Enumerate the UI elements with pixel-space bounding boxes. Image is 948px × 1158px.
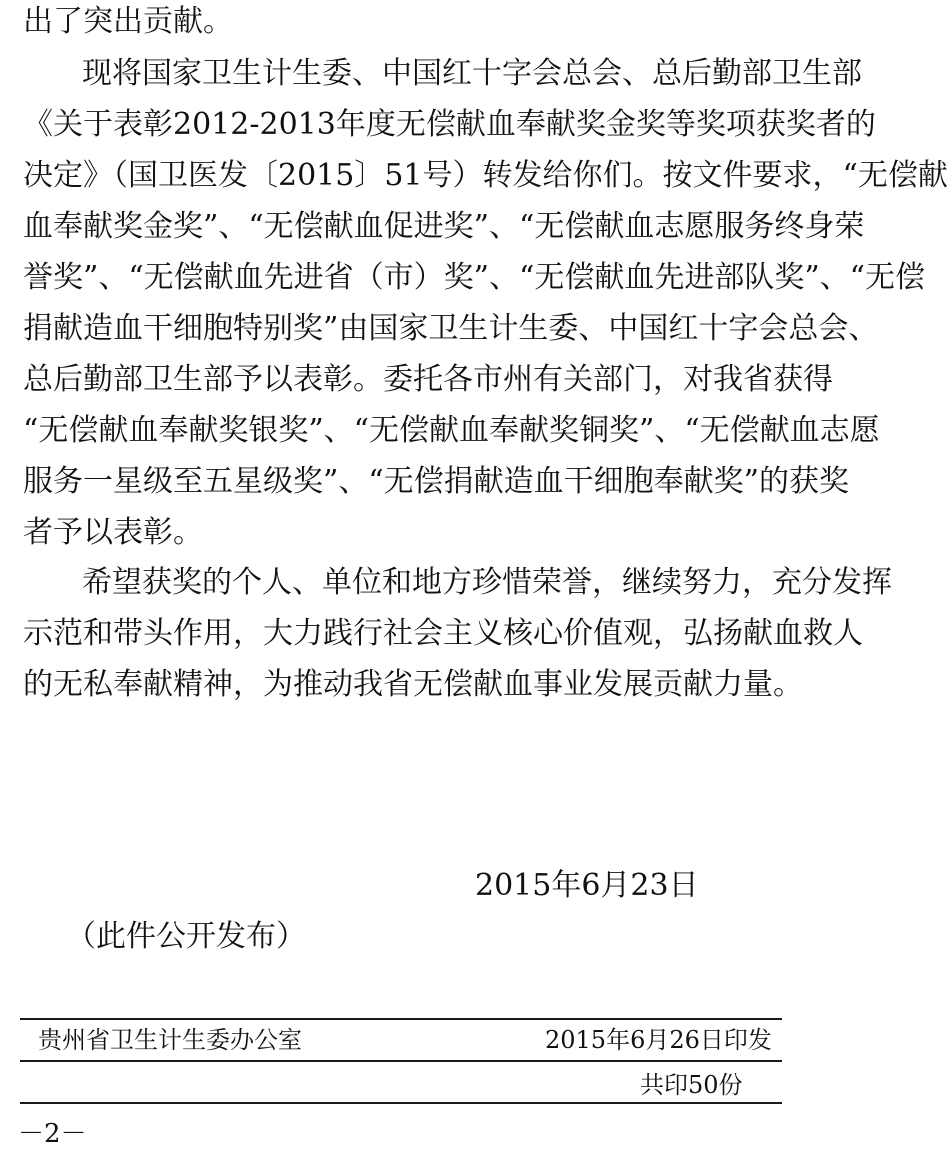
body-line: 出了突出贡献。	[23, 4, 233, 39]
footer-top-rule	[20, 1018, 782, 1020]
page-number: －2－	[18, 1119, 87, 1149]
footer-print-date: 2015年6月26日印发	[545, 1026, 772, 1054]
body-line: 捐献造血干细胞特别奖”由国家卫生计生委、中国红十字会总会、	[23, 311, 879, 346]
body-line: 者予以表彰。	[23, 515, 203, 550]
footer-issuer: 贵州省卫生计生委办公室	[38, 1026, 302, 1054]
body-line: 血奉献奖金奖”、“无偿献血促进奖”、“无偿献血志愿服务终身荣	[23, 209, 865, 244]
body-line: 决定》（国卫医发〔2015〕51号）转发给你们。按文件要求，“无偿献	[23, 158, 948, 193]
footer-middle-rule	[20, 1060, 782, 1062]
body-line: 《关于表彰2012-2013年度无偿献血奉献奖金奖等奖项获奖者的	[23, 107, 876, 142]
body-line: 现将国家卫生计生委、中国红十字会总会、总后勤部卫生部	[82, 56, 862, 91]
footer-bottom-rule	[20, 1102, 782, 1104]
signature-date: 2015年6月23日	[475, 868, 699, 903]
body-line: 希望获奖的个人、单位和地方珍惜荣誉，继续努力，充分发挥	[82, 565, 892, 600]
body-line: 服务一星级至五星级奖”、“无偿捐献造血干细胞奉献奖”的获奖	[23, 464, 850, 499]
publication-note: （此件公开发布）	[66, 919, 306, 954]
footer-copies: 共印50份	[640, 1071, 743, 1099]
body-line: 的无私奉献精神，为推动我省无偿献血事业发展贡献力量。	[23, 667, 803, 702]
body-line: 示范和带头作用，大力践行社会主义核心价值观，弘扬献血救人	[23, 616, 863, 651]
body-line: “无偿献血奉献奖银奖”、“无偿献血奉献奖铜奖”、“无偿献血志愿	[23, 413, 880, 448]
body-line: 总后勤部卫生部予以表彰。委托各市州有关部门，对我省获得	[23, 362, 833, 397]
body-line: 誉奖”、“无偿献血先进省（市）奖”、“无偿献血先进部队奖”、“无偿	[23, 260, 926, 295]
